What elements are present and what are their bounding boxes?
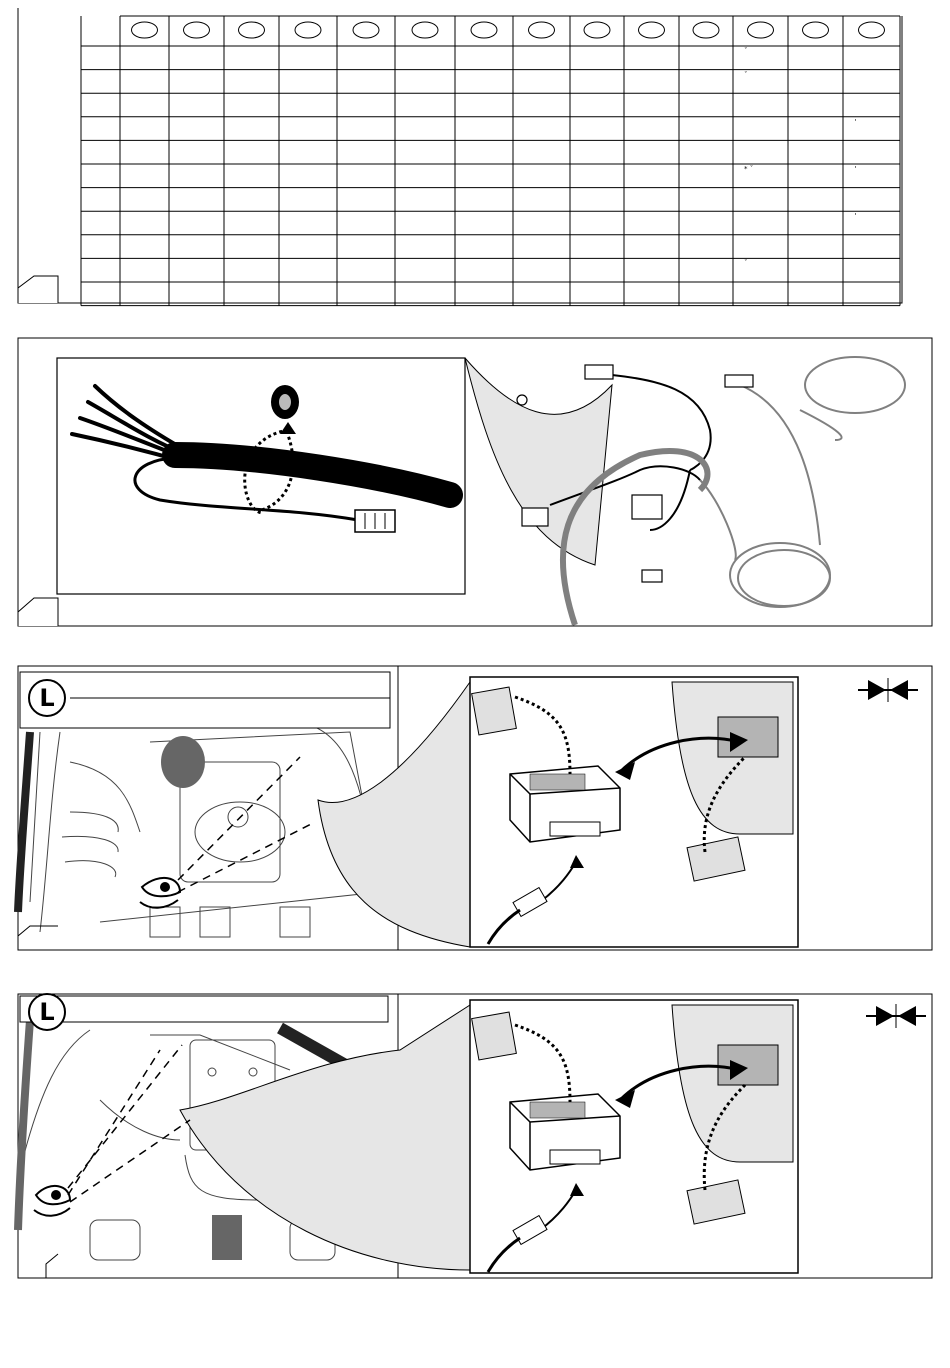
connector-plug-icon [642, 570, 662, 582]
wiring-table-panel [0, 0, 950, 320]
step-panel-2 [0, 990, 950, 1282]
zoom-peel-shape [465, 358, 612, 565]
connector-plug-icon [725, 375, 753, 387]
insulation-tape-icon [271, 385, 299, 419]
control-module-icon [510, 1094, 620, 1170]
column-header-oval [859, 22, 885, 38]
column-header-oval [693, 22, 719, 38]
column-header-oval [639, 22, 665, 38]
step-panel-1 [0, 662, 950, 954]
harness-illustration [0, 330, 950, 630]
connector-plug-icon [585, 365, 613, 379]
column-header-oval [471, 22, 497, 38]
column-header-oval [529, 22, 555, 38]
connector-plug-icon [522, 508, 548, 526]
page-corner-fold [18, 276, 58, 303]
press-together-icon [866, 1004, 926, 1028]
table-cell-mark: ˇ [744, 259, 748, 268]
table-cell-mark: ' [854, 117, 857, 126]
harness-panel [0, 330, 950, 630]
step-circle-label: L [39, 998, 55, 1026]
mounting-target [718, 717, 778, 757]
press-together-icon [858, 678, 918, 702]
column-header-oval [803, 22, 829, 38]
table-cell-mark: ˇ [744, 47, 748, 55]
column-header-oval [132, 22, 158, 38]
column-header-oval [412, 22, 438, 38]
eye-icon [34, 1186, 70, 1216]
table-cell-mark: ˇ [744, 70, 748, 79]
column-header-oval [353, 22, 379, 38]
table-cell-mark: ' [854, 165, 857, 173]
column-header-oval [239, 22, 265, 38]
table-cell-mark: * ˇ [744, 165, 754, 173]
page-corner-fold [18, 598, 58, 626]
connector-plug-icon [632, 495, 662, 519]
mounting-target [718, 1045, 778, 1085]
wiring-table [0, 0, 950, 320]
column-header-oval [295, 22, 321, 38]
eye-icon [140, 878, 180, 908]
table-cell-mark: ' [854, 212, 857, 221]
connector-plug-icon [355, 510, 395, 532]
step-illustration-1 [0, 662, 950, 954]
control-module-icon [510, 766, 620, 842]
step-illustration-2 [0, 990, 950, 1282]
column-header-oval [184, 22, 210, 38]
column-header-oval [748, 22, 774, 38]
step-circle-label: L [39, 684, 55, 712]
column-header-oval [584, 22, 610, 38]
